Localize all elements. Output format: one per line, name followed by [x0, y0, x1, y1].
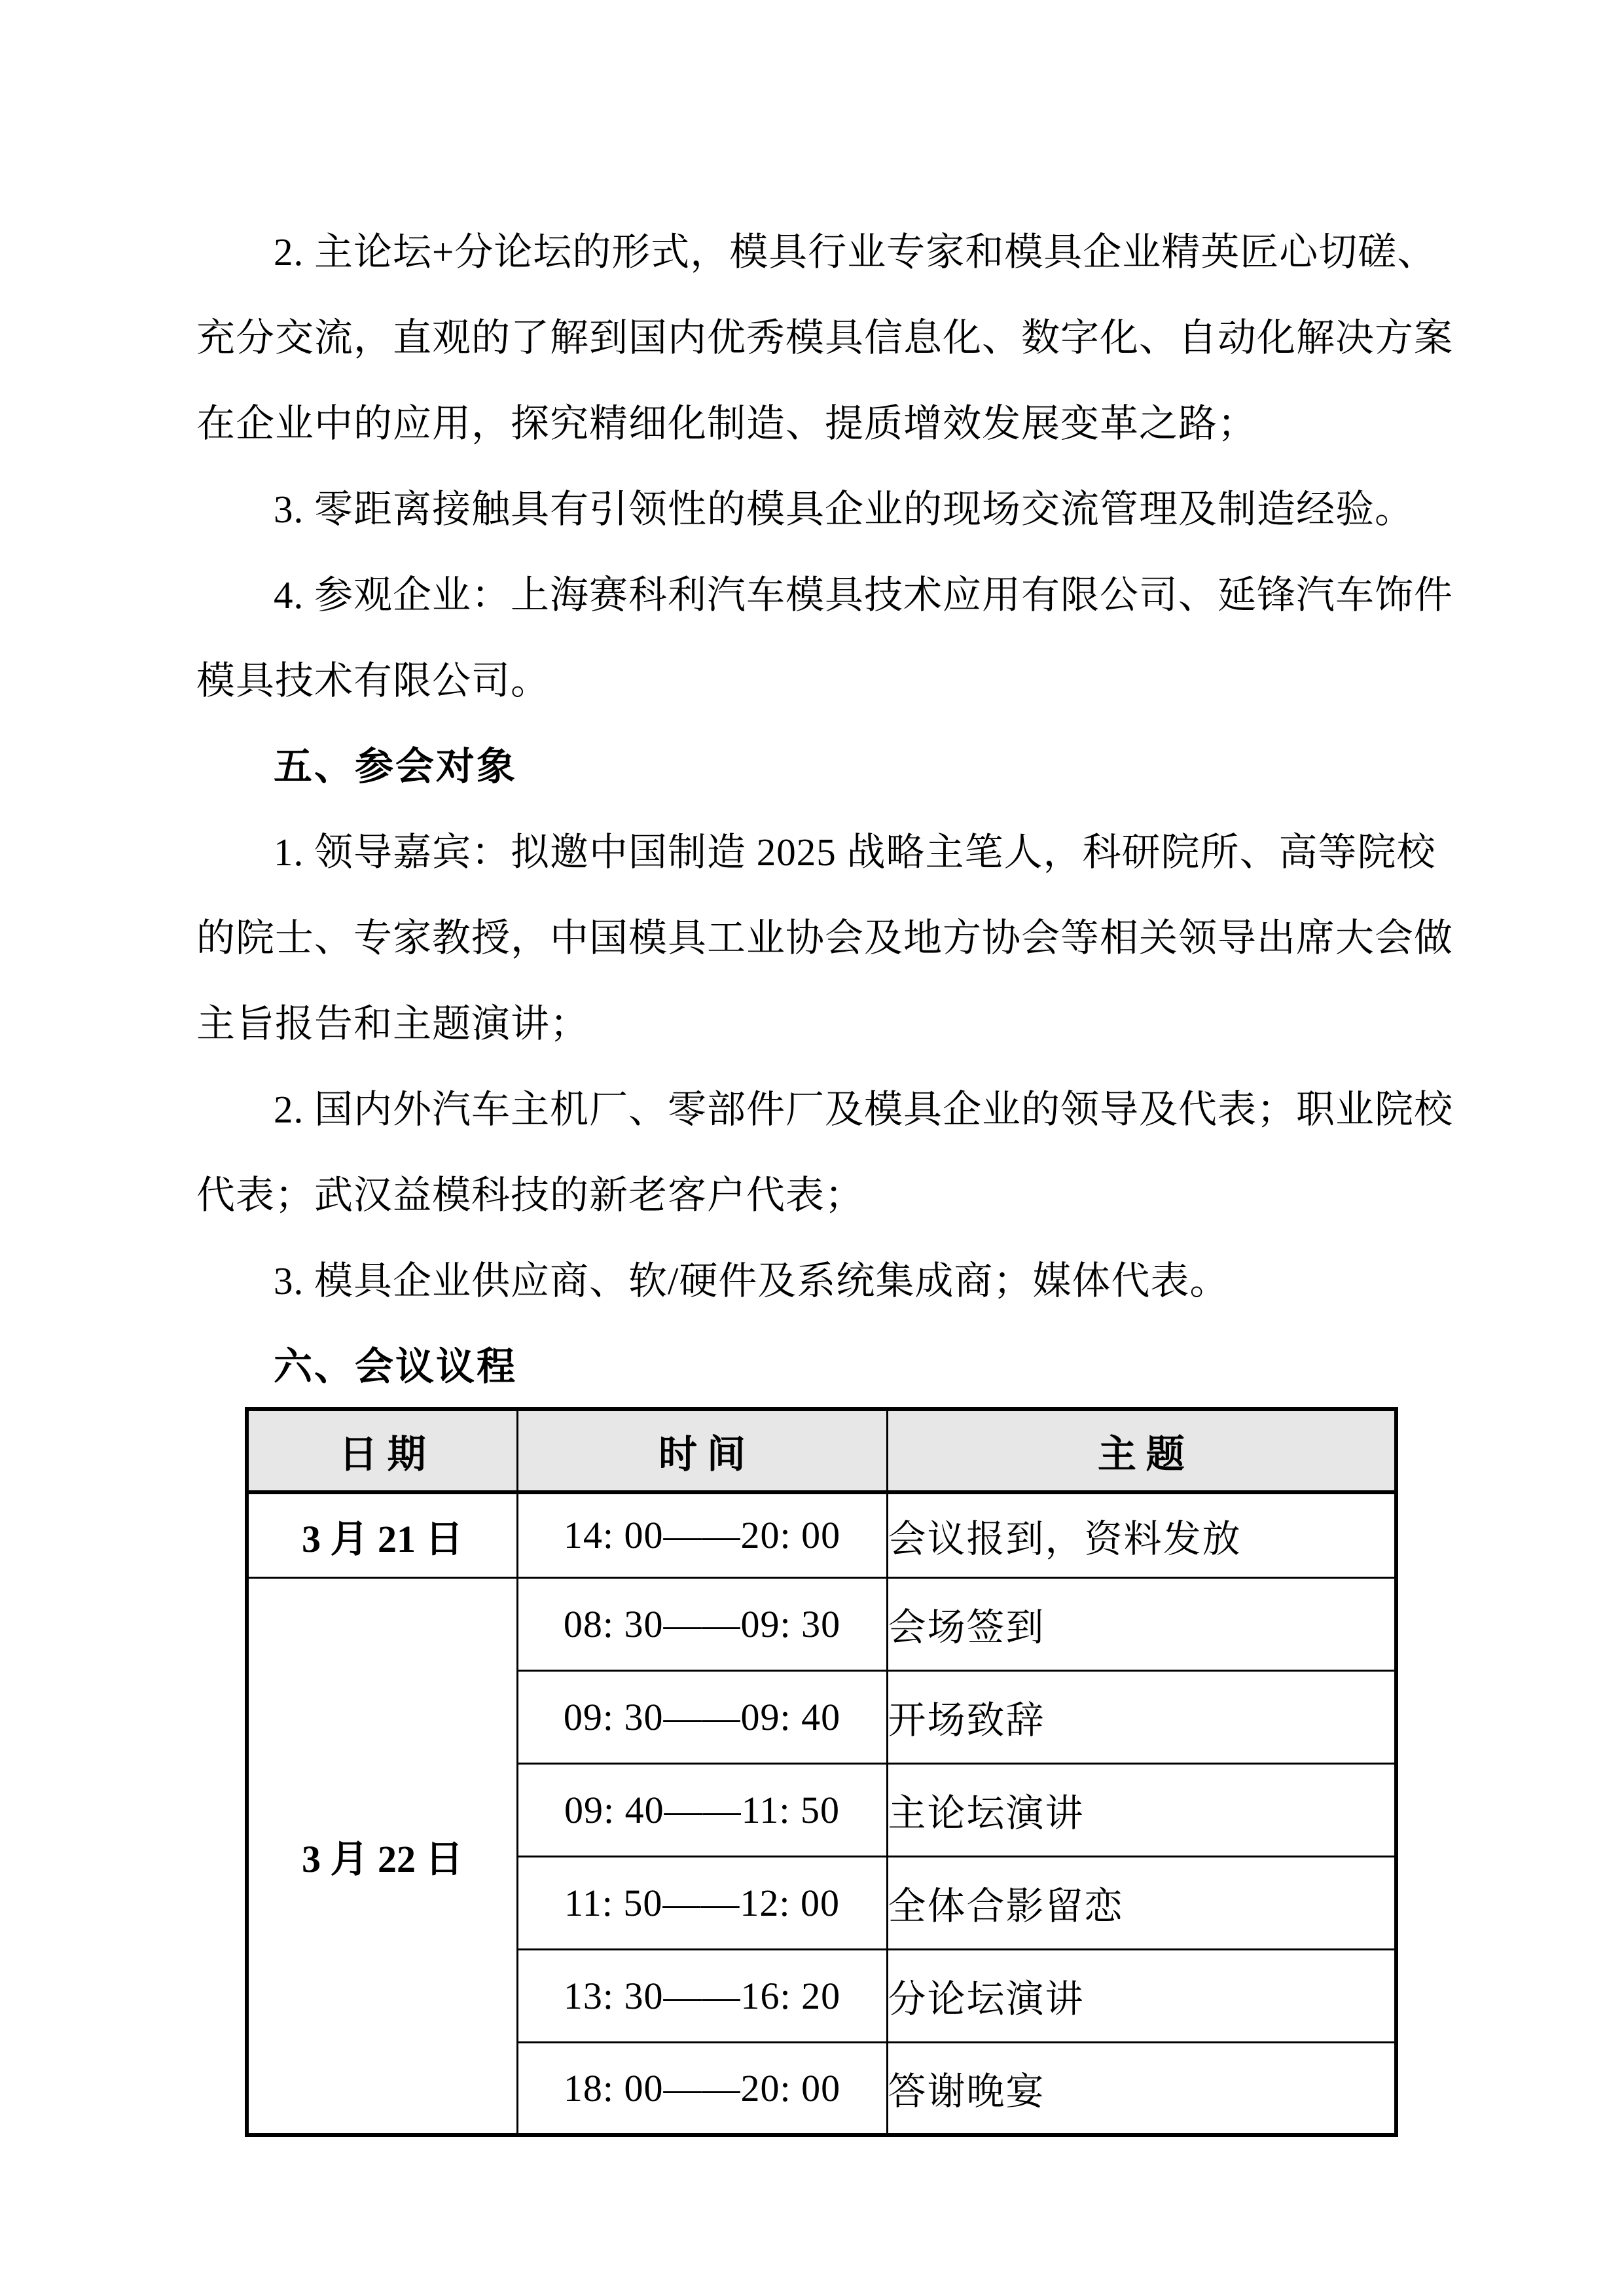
paragraph-line: 3. 零距离接触具有引领性的模具企业的现场交流管理及制造经验。 — [274, 488, 1415, 531]
table-header-row — [247, 1409, 1396, 1492]
paragraph-line: 模具技术有限公司。 — [196, 659, 550, 702]
paragraph-line: 在企业中的应用，探究精细化制造、提质增效发展变革之路； — [196, 402, 1257, 445]
agenda-topic-cell: 全体合影留恋 — [887, 1856, 1396, 1949]
agenda-time-cell: 08: 30——09: 30 — [517, 1577, 887, 1670]
agenda-time-cell: 09: 40——11: 50 — [517, 1763, 887, 1856]
agenda-date-cell: 3 月 21 日 — [247, 1492, 517, 1577]
table-row — [247, 1577, 1396, 1670]
paragraph-line: 3. 模具企业供应商、软/硬件及系统集成商；媒体代表。 — [274, 1259, 1229, 1302]
agenda-topic-cell: 分论坛演讲 — [887, 1949, 1396, 2042]
agenda-table — [245, 1407, 1398, 2137]
agenda-date-cell: 3 月 22 日 — [247, 1577, 517, 2135]
paragraph-line: 的院士、专家教授，中国模具工业协会及地方协会等相关领导出席大会做 — [196, 916, 1454, 960]
paragraph-line: 4. 参观企业：上海赛科利汽车模具技术应用有限公司、延锋汽车饰件 — [274, 573, 1454, 617]
agenda-time-cell: 13: 30——16: 20 — [517, 1949, 887, 2042]
paragraph-line: 2. 国内外汽车主机厂、零部件厂及模具企业的领导及代表；职业院校 — [274, 1088, 1454, 1131]
agenda-topic-cell: 会议报到，资料发放 — [887, 1492, 1396, 1577]
agenda-topic-cell: 会场签到 — [887, 1577, 1396, 1670]
agenda-time-cell: 14: 00——20: 00 — [517, 1492, 887, 1577]
paragraph-line: 充分交流，直观的了解到国内优秀模具信息化、数字化、自动化解决方案 — [196, 316, 1454, 359]
table-header-topic: 主 题 — [887, 1409, 1396, 1492]
paragraph-line: 主旨报告和主题演讲； — [196, 1002, 590, 1045]
document-body — [196, 209, 1454, 1410]
paragraph-line: 代表；武汉益模科技的新老客户代表； — [196, 1174, 865, 1217]
table-header-date: 日 期 — [247, 1409, 517, 1492]
agenda-time-cell: 09: 30——09: 40 — [517, 1670, 887, 1763]
agenda-topic-cell: 答谢晚宴 — [887, 2042, 1396, 2135]
table-header-time: 时 间 — [517, 1409, 887, 1492]
agenda-topic-cell: 主论坛演讲 — [887, 1763, 1396, 1856]
agenda-topic-cell: 开场致辞 — [887, 1670, 1396, 1763]
agenda-time-cell: 11: 50——12: 00 — [517, 1856, 887, 1949]
table-row — [247, 1492, 1396, 1577]
paragraph-line: 1. 领导嘉宾：拟邀中国制造 2025 战略主笔人，科研院所、高等院校 — [274, 831, 1436, 874]
section-heading-agenda: 六、会议议程 — [274, 1345, 518, 1388]
paragraph-line: 2. 主论坛+分论坛的形式，模具行业专家和模具企业精英匠心切磋、 — [274, 230, 1437, 274]
agenda-time-cell: 18: 00——20: 00 — [517, 2042, 887, 2135]
section-heading-participants: 五、参会对象 — [274, 745, 518, 788]
